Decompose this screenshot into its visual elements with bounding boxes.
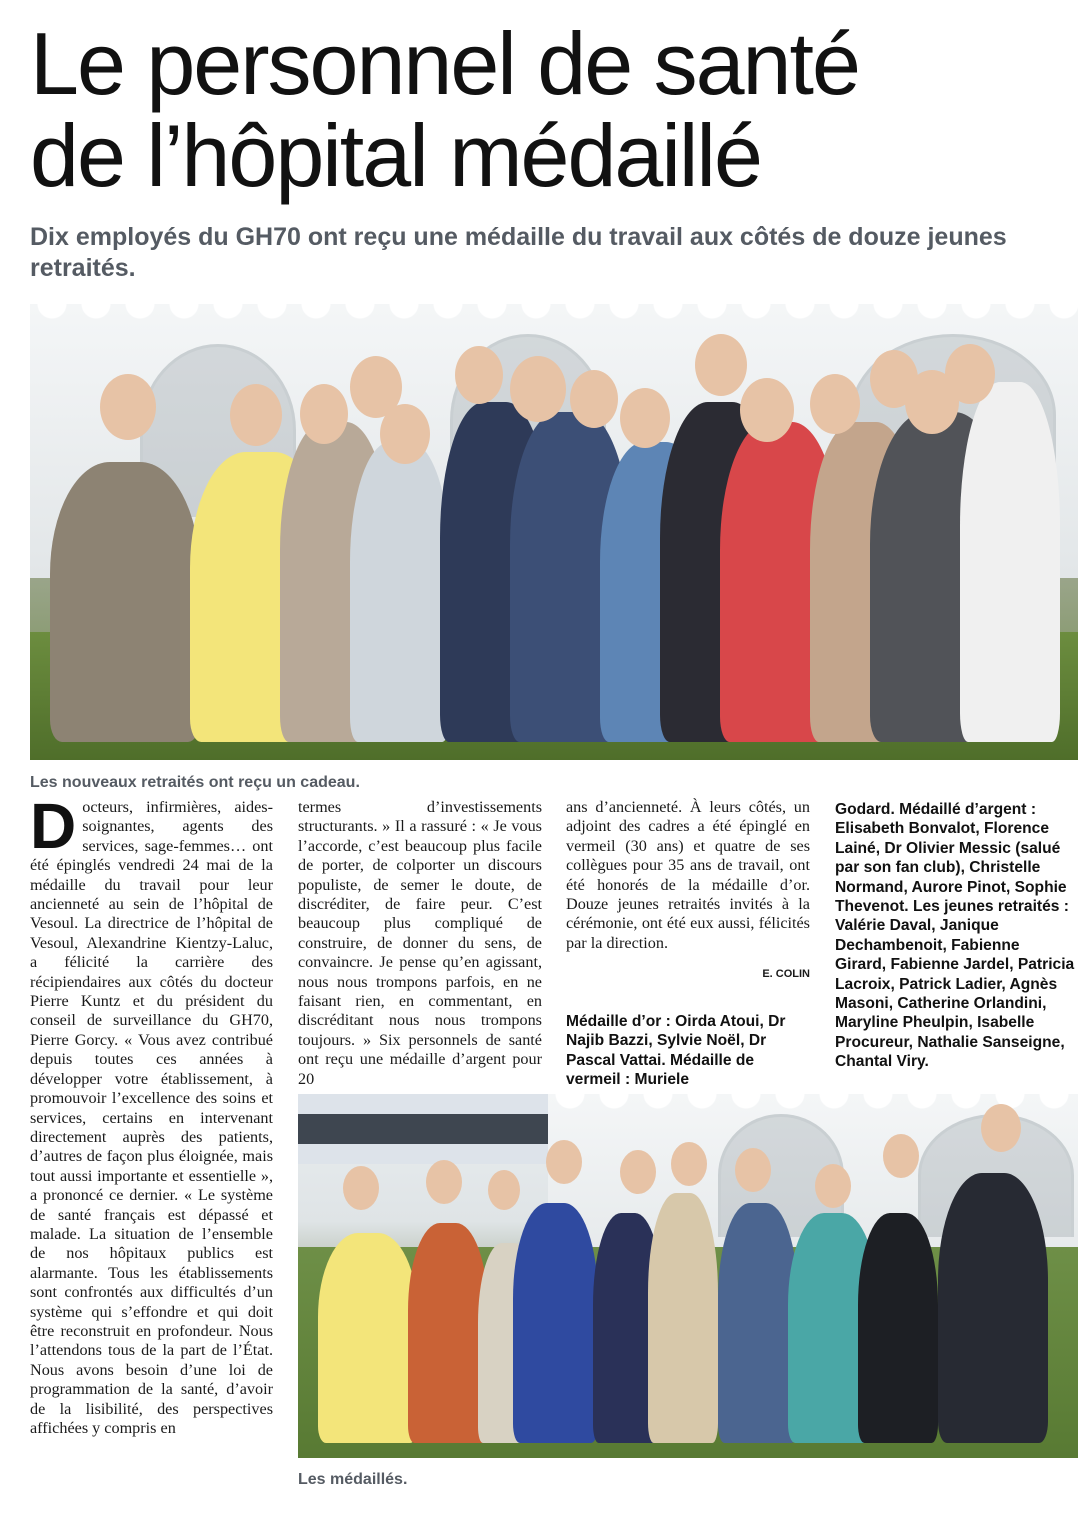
headline-line-1: Le personnel de santé bbox=[30, 14, 859, 113]
body-text-3: ans d’ancienneté. À leurs côtés, un adjoint des cadres a été épinglé en vermeil (30 ans) et quatre de ses collègues pour 35 ans de travail, ont été honorés de la médaille d’or. Douze jeunes retraités invités à la cérémonie, ont été eux aussi, félicités par la direction. bbox=[566, 798, 810, 952]
photo-medal-recipients bbox=[298, 1094, 1078, 1458]
photo-caption-retirees: Les nouveaux retraités ont reçu un cadeau. bbox=[30, 774, 360, 791]
headline bbox=[30, 14, 1060, 205]
subheadline: Dix employés du GH70 ont reçu une médaille du travail aux côtés de douze jeunes retraités. bbox=[30, 223, 1007, 282]
body-column-2 bbox=[298, 798, 542, 1089]
medal-list-text-2: Godard. Médaillé d’argent : Elisabeth Bonvalot, Florence Lainé, Dr Olivier Messic (salué par son fan club), Christelle Normand, Aurore Pinot, Sophie Thevenot. Les jeunes retraités : Valérie Daval, Janique Dechambenoit, Fabienne Girard, Fabienne Jardel, Patricia Lacroix, Patrick Ladier, Agnès Masoni, Catherine Orlandini, Maryline Pheulpin, Isabelle Procureur, Nathalie Sanseigne, Chantal Viry. bbox=[835, 801, 1075, 1071]
body-text-1: octeurs, infirmières, aides-soignantes, agents des services, sage-femmes… ont été épinglés vendredi 24 mai de la médaille du travail pour leur ancienneté au sein de l’hôpital de Vesoul. La directrice de l’hôpital de Vesoul, Alexandrine Kientzy-Laluc, a félicité la carrière des récipiendaires aux côtés du docteur Pierre Kuntz et du président du conseil de surveillance du GH70, Pierre Gorcy. « Vous avez contribué depuis toutes ces années à développer votre établissement, à promouvoir l’excellence des soins et services, certains en intervenant directement auprès des patients, d’autres de façon plus éloignée, mais tout aussi importante et essentielle », a prononcé ce dernier. « Le système de santé français est dépassé et malade. La situation de l’ensemble de nos hôpitaux publics est alarmante. Tous les établissements sont confrontés aux difficultés d’un système qui s’effondre et qui doit être reconstruit en profondeur. Nous l’attendons tous de la part de l’État. Nous avons besoin d’une loi de programmation de la santé, d’avoir de la lisibilité, des perspectives affichées y compris en bbox=[30, 798, 273, 1437]
medal-list-gold bbox=[566, 1012, 810, 1090]
medal-list-silver-retirees bbox=[835, 800, 1075, 1072]
photo-caption-medal-recipients: Les médaillés. bbox=[298, 1471, 408, 1488]
photo-retirees bbox=[30, 304, 1078, 760]
body-column-3 bbox=[566, 798, 810, 985]
body-text-2: termes d’investissements structurants. » Il a rassuré : « Je vous l’accorde, c’est beaucoup plus facile de porter, de colporter un discours populiste, de semer le doute, de discréditer, de faire peur. C’est beaucoup plus compliqué de construire, de donner du sens, de convaincre. Je pense qu’en agissant, nous nous trompons parfois, en ne faisant rien, en commentant, en discréditant nous nous trompons toujours. » Six personnels de santé ont reçu une médaille d’argent pour 20 bbox=[298, 798, 542, 1088]
medal-list-text-1: Médaille d’or : Oirda Atoui, Dr Najib Bazzi, Sylvie Noël, Dr Pascal Vattai. Médaille de vermeil : Muriele bbox=[566, 1013, 786, 1089]
body-column-1 bbox=[30, 790, 273, 1438]
drop-cap: D bbox=[30, 790, 77, 862]
byline: E. COLIN bbox=[762, 968, 810, 981]
headline-line-2: de l’hôpital médaillé bbox=[30, 106, 761, 205]
